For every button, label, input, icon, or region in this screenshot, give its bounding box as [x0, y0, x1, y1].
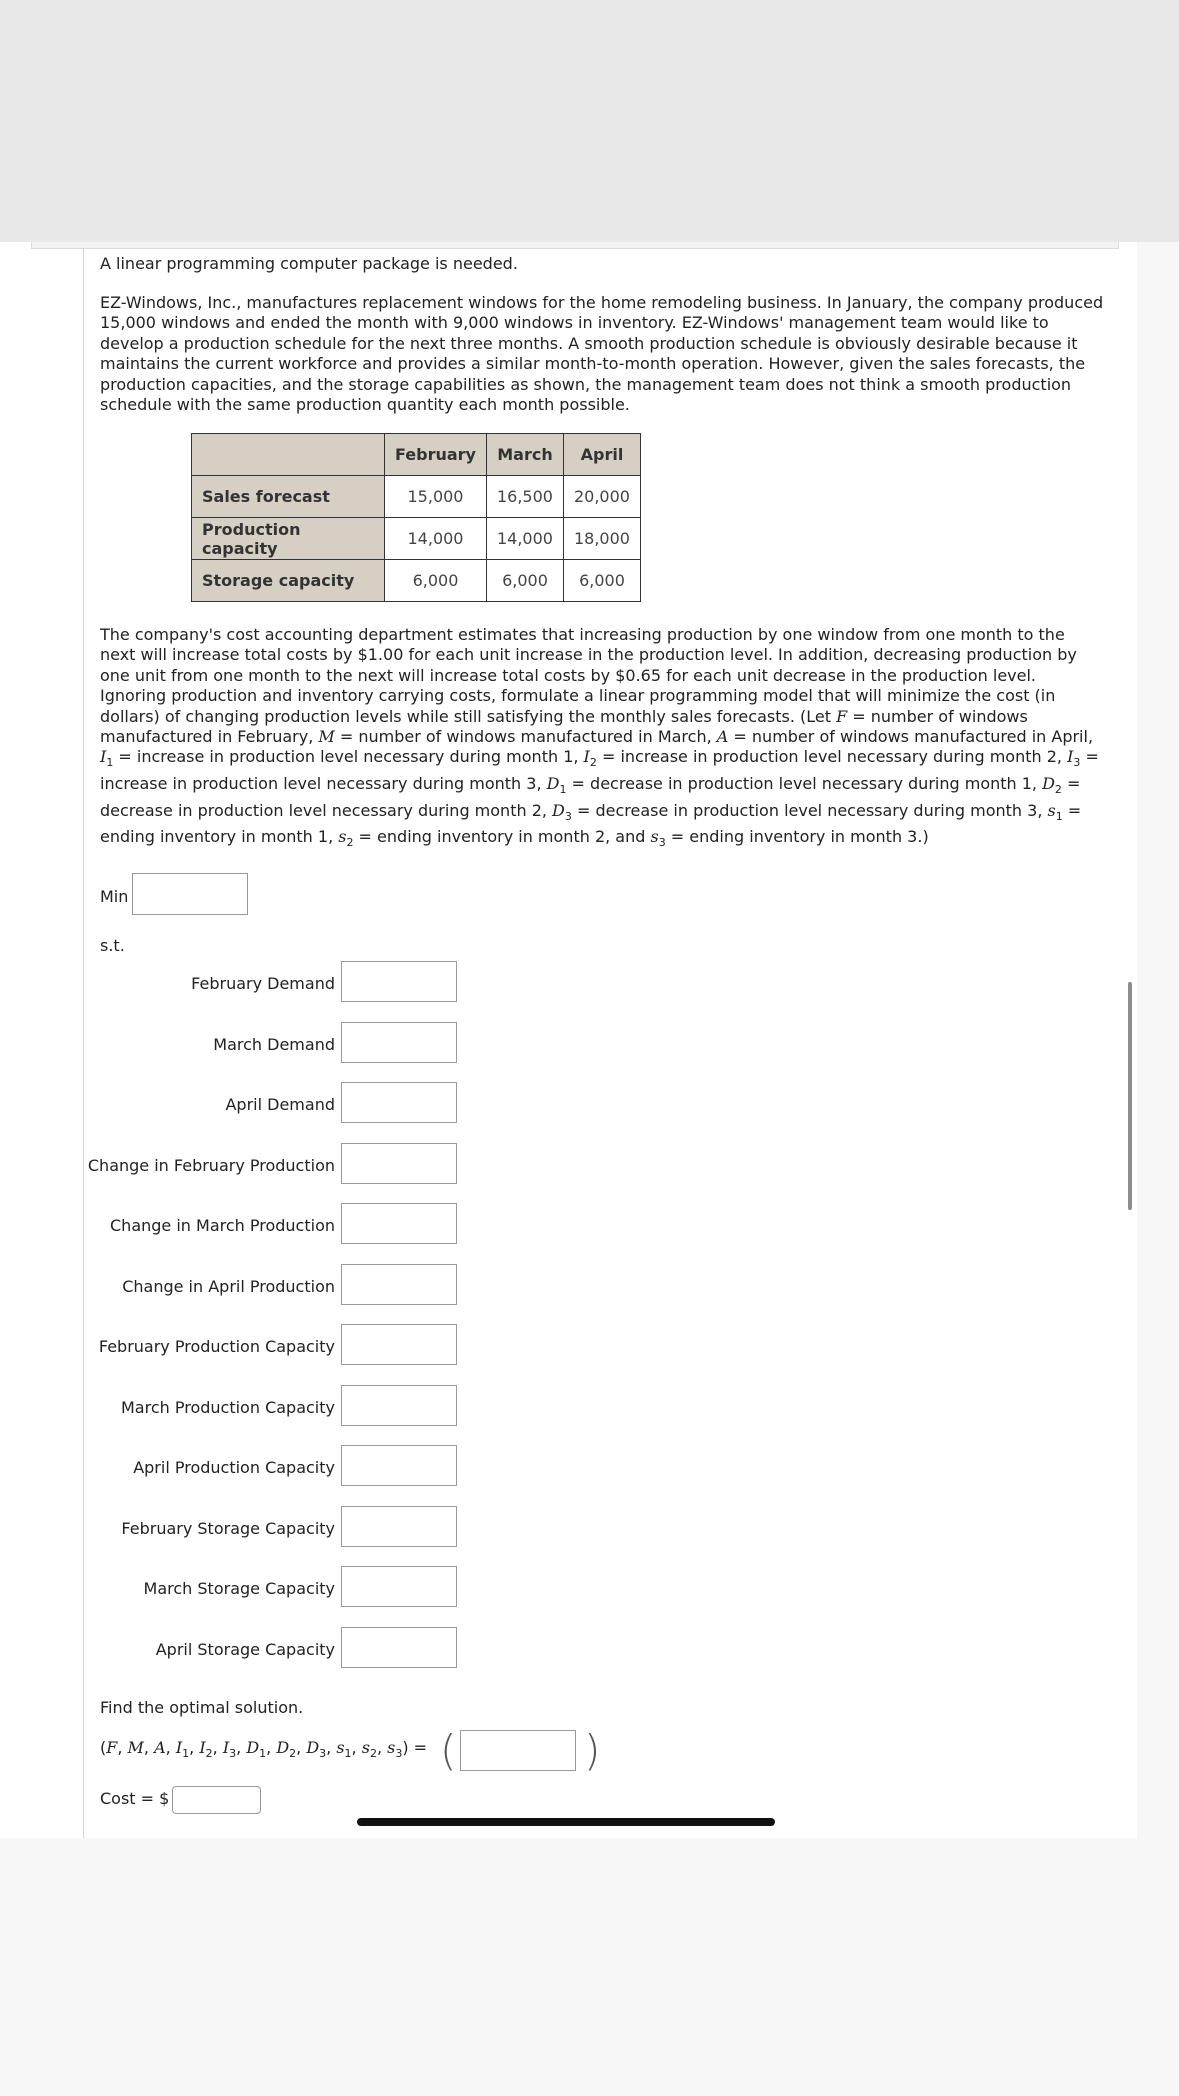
constraint-input[interactable] — [341, 1143, 457, 1184]
table-header-row — [192, 434, 641, 476]
constraint-label: April Demand — [225, 1095, 335, 1114]
constraint-input[interactable] — [341, 1082, 457, 1123]
row-header: Sales forecast — [192, 476, 385, 518]
scrollbar[interactable] — [1128, 982, 1132, 1210]
constraint-label: Change in February Production — [87, 1156, 335, 1175]
constraint-input[interactable] — [341, 1203, 457, 1244]
open-paren: ( — [440, 1726, 457, 1775]
column-header: April — [563, 434, 640, 476]
column-header: February — [385, 434, 487, 476]
constraint-input[interactable] — [341, 1264, 457, 1305]
solution-input[interactable] — [460, 1730, 576, 1771]
left-margin-rule — [83, 248, 84, 1838]
table-cell: 18,000 — [563, 518, 640, 560]
row-header: Storage capacity — [192, 560, 385, 602]
constraint-label: April Production Capacity — [133, 1458, 335, 1477]
table-cell: 14,000 — [385, 518, 487, 560]
problem-statement — [100, 254, 1105, 416]
constraint-label: February Storage Capacity — [121, 1519, 335, 1538]
subject-to-label: s.t. — [100, 936, 125, 955]
constraint-input[interactable] — [341, 961, 457, 1002]
constraint-label: February Production Capacity — [98, 1337, 335, 1356]
intro-text: A linear programming computer package is needed. — [100, 254, 518, 273]
constraint-label: Change in April Production — [122, 1277, 335, 1296]
constraint-label: February Demand — [191, 974, 335, 993]
table-row — [192, 476, 641, 518]
column-header: March — [486, 434, 563, 476]
cost-label: Cost = $ — [100, 1789, 170, 1808]
constraint-input[interactable] — [341, 1324, 457, 1365]
problem-text: EZ-Windows, Inc., manufactures replacement windows for the home remodeling business. In January, the company produced 15,000 windows and ended the month with 9,000 windows in inventory. EZ-Windows' management team would like to develop a production schedule for the next three months. A smooth production schedule is obviously desirable because it maintains the current workforce and provides a similar month-to-month operation. However, given the sales forecasts, the production capacities, and the storage capabilities as shown, the management team does not think a smooth production schedule with the same production quantity each month possible. — [100, 292, 1104, 414]
constraint-label: April Storage Capacity — [155, 1640, 335, 1659]
find-optimal-text: Find the optimal solution. — [100, 1698, 304, 1717]
table-row — [192, 560, 641, 602]
variable-definitions — [100, 625, 1105, 854]
constraint-label: March Storage Capacity — [143, 1579, 335, 1598]
objective-input[interactable] — [132, 873, 248, 915]
constraint-label: March Demand — [213, 1035, 335, 1054]
constraint-input[interactable] — [341, 1627, 457, 1668]
table-cell: 14,000 — [486, 518, 563, 560]
constraint-input[interactable] — [341, 1506, 457, 1547]
table-row — [192, 518, 641, 560]
constraint-input[interactable] — [341, 1022, 457, 1063]
table-cell: 6,000 — [563, 560, 640, 602]
constraint-input[interactable] — [341, 1566, 457, 1607]
row-header: Production capacity — [192, 518, 385, 560]
constraint-input[interactable] — [341, 1385, 457, 1426]
table-cell: 15,000 — [385, 476, 487, 518]
solution-tuple-label: (F, M, A, $I_1$, $I_2$, $I_3$, $D_1$, $D_2$, $D_3$, $s_1$, $s_2$, $s_3$) = — [100, 1738, 428, 1761]
cost-input[interactable] — [172, 1786, 261, 1814]
constraint-label: March Production Capacity — [121, 1398, 335, 1417]
table-cell: 20,000 — [563, 476, 640, 518]
cost-text: The company's cost accounting department estimates that increasing production by one window from one month to the next will increase total costs by $1.00 for each unit increase in the production level. In addition, decreasing production by one unit from one month to the next will increase total costs by $0.65 for each unit decrease in the production level. Ignoring production and inventory carrying costs, formulate a linear programming model that will minimize the cost (in dollars) of changing production levels while still satisfying the monthly sales forecasts. (Let F = number of windows manufactured in February, M = number of windows manufactured in March, A = number of windows manufactured in April, $I_1$ = increase in production level necessary during month 1, $I_2$ = increase in production level necessary during month 2, $I_3$ = increase in production level necessary during month 3, $D_1$ = decrease in production level necessary during month 1, $D_2$ = decrease in production level necessary during month 2, $D_3$ = decrease in production level necessary during month 3, $s_1$ = ending inventory in month 1, $s_2$ = ending inventory in month 2, and $s_3$ = ending inventory in month 3.) — [100, 625, 1099, 850]
table-corner — [192, 434, 385, 476]
constraint-input[interactable] — [341, 1445, 457, 1486]
home-indicator — [357, 1818, 775, 1826]
table-cell: 6,000 — [385, 560, 487, 602]
question-header-strip — [31, 242, 1119, 249]
forecast-table — [191, 433, 641, 602]
table-cell: 16,500 — [486, 476, 563, 518]
table-cell: 6,000 — [486, 560, 563, 602]
constraint-label: Change in March Production — [110, 1216, 335, 1235]
browser-top-area — [0, 0, 1179, 242]
close-paren: ) — [584, 1726, 601, 1775]
objective-label: Min — [100, 887, 129, 906]
